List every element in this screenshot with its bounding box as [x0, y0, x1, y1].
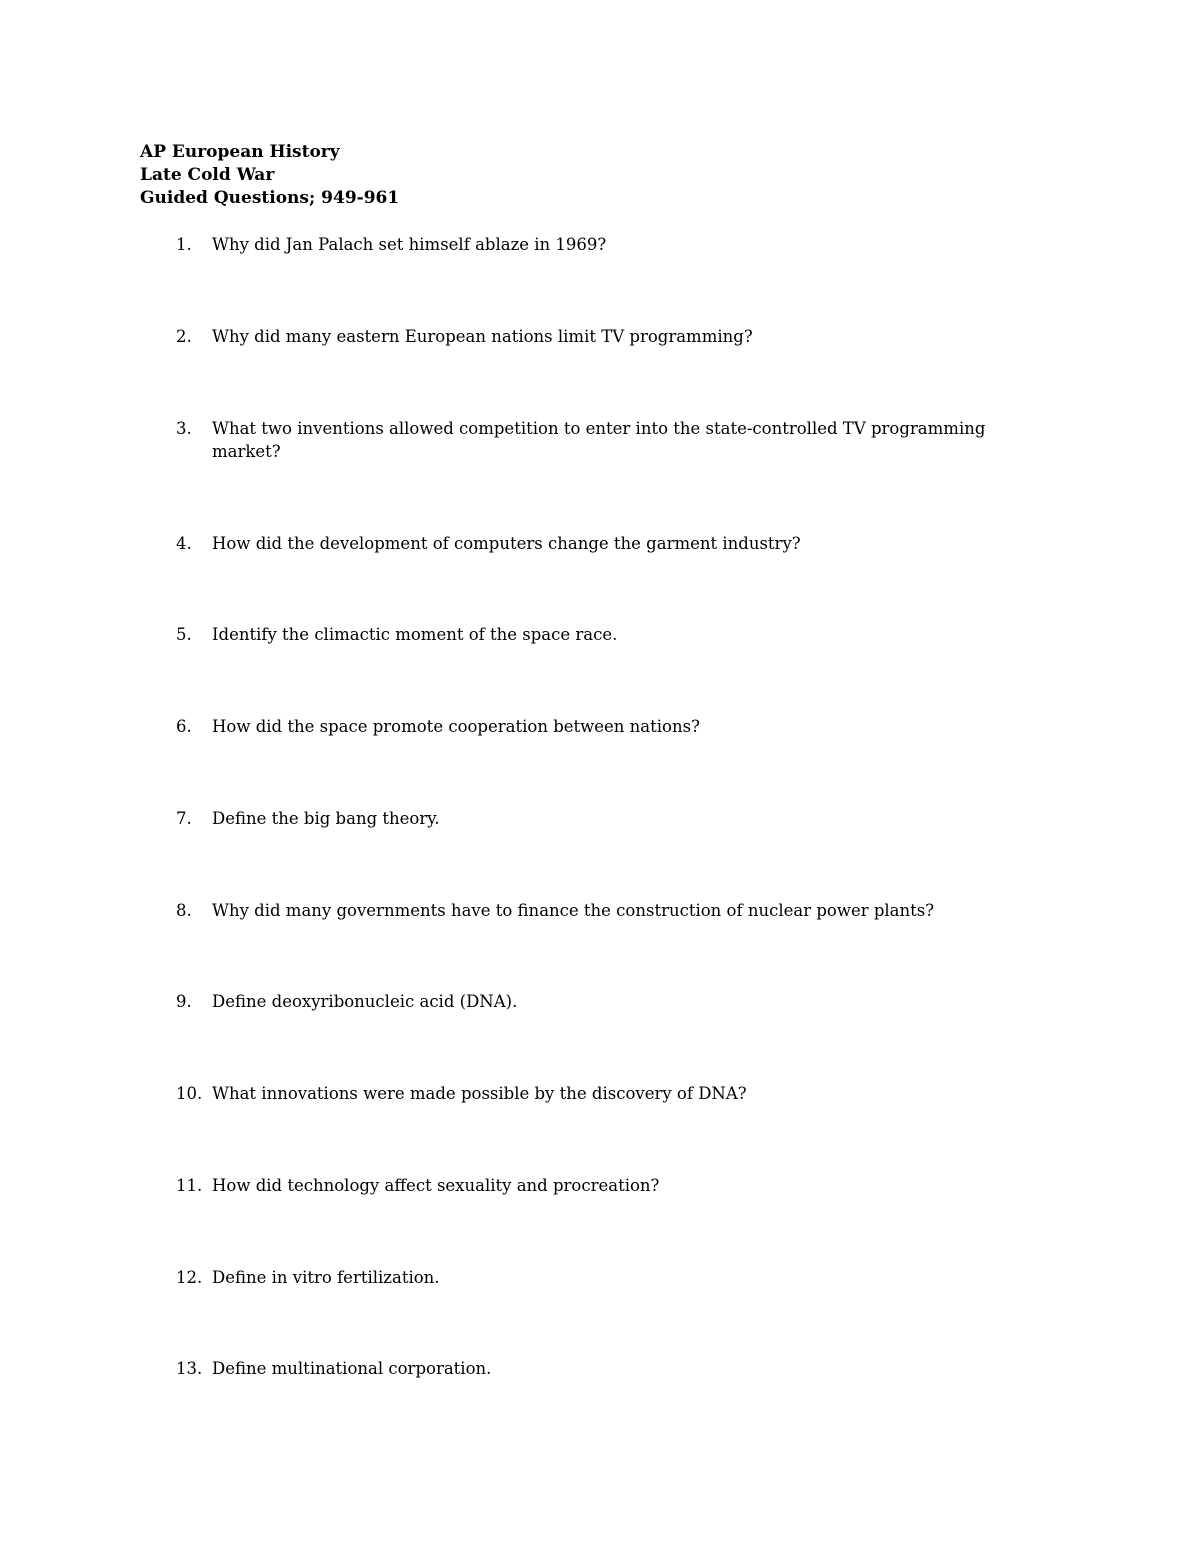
question-number: 10. — [176, 1084, 203, 1103]
question-number: 13. — [176, 1359, 203, 1378]
question-number: 4. — [176, 534, 192, 553]
question-number: 8. — [176, 901, 192, 920]
question-text: How did the development of computers change the garment industry? — [212, 534, 801, 553]
assignment-subtitle: Guided Questions; 949-961 — [140, 188, 400, 208]
question-text: Define deoxyribonucleic acid (DNA). — [212, 992, 518, 1011]
unit-title: Late Cold War — [140, 165, 275, 185]
question-text: What innovations were made possible by the discovery of DNA? — [212, 1084, 747, 1103]
question-text: Why did many governments have to finance the construction of nuclear power plants? — [212, 901, 935, 920]
question-number: 11. — [176, 1176, 203, 1195]
question-text: Why did Jan Palach set himself ablaze in 1969? — [212, 235, 607, 254]
question-number: 12. — [176, 1268, 203, 1287]
question-text: How did technology affect sexuality and procreation? — [212, 1176, 660, 1195]
question-text: What two inventions allowed competition to enter into the state-controlled TV programming market? — [212, 419, 986, 461]
document-header — [140, 141, 399, 210]
question-number: 6. — [176, 717, 192, 736]
question-text: How did the space promote cooperation between nations? — [212, 717, 700, 736]
question-number: 3. — [176, 419, 192, 438]
question-number: 2. — [176, 327, 192, 346]
question-text: Why did many eastern European nations limit TV programming? — [212, 327, 753, 346]
question-text: Define the big bang theory. — [212, 809, 440, 828]
course-title: AP European History — [140, 142, 340, 162]
question-text: Identify the climactic moment of the space race. — [212, 625, 618, 644]
question-number: 7. — [176, 809, 192, 828]
question-number: 1. — [176, 235, 192, 254]
question-text: Define multinational corporation. — [212, 1359, 492, 1378]
question-text: Define in vitro fertilization. — [212, 1268, 440, 1287]
question-number: 5. — [176, 625, 192, 644]
question-number: 9. — [176, 992, 192, 1011]
